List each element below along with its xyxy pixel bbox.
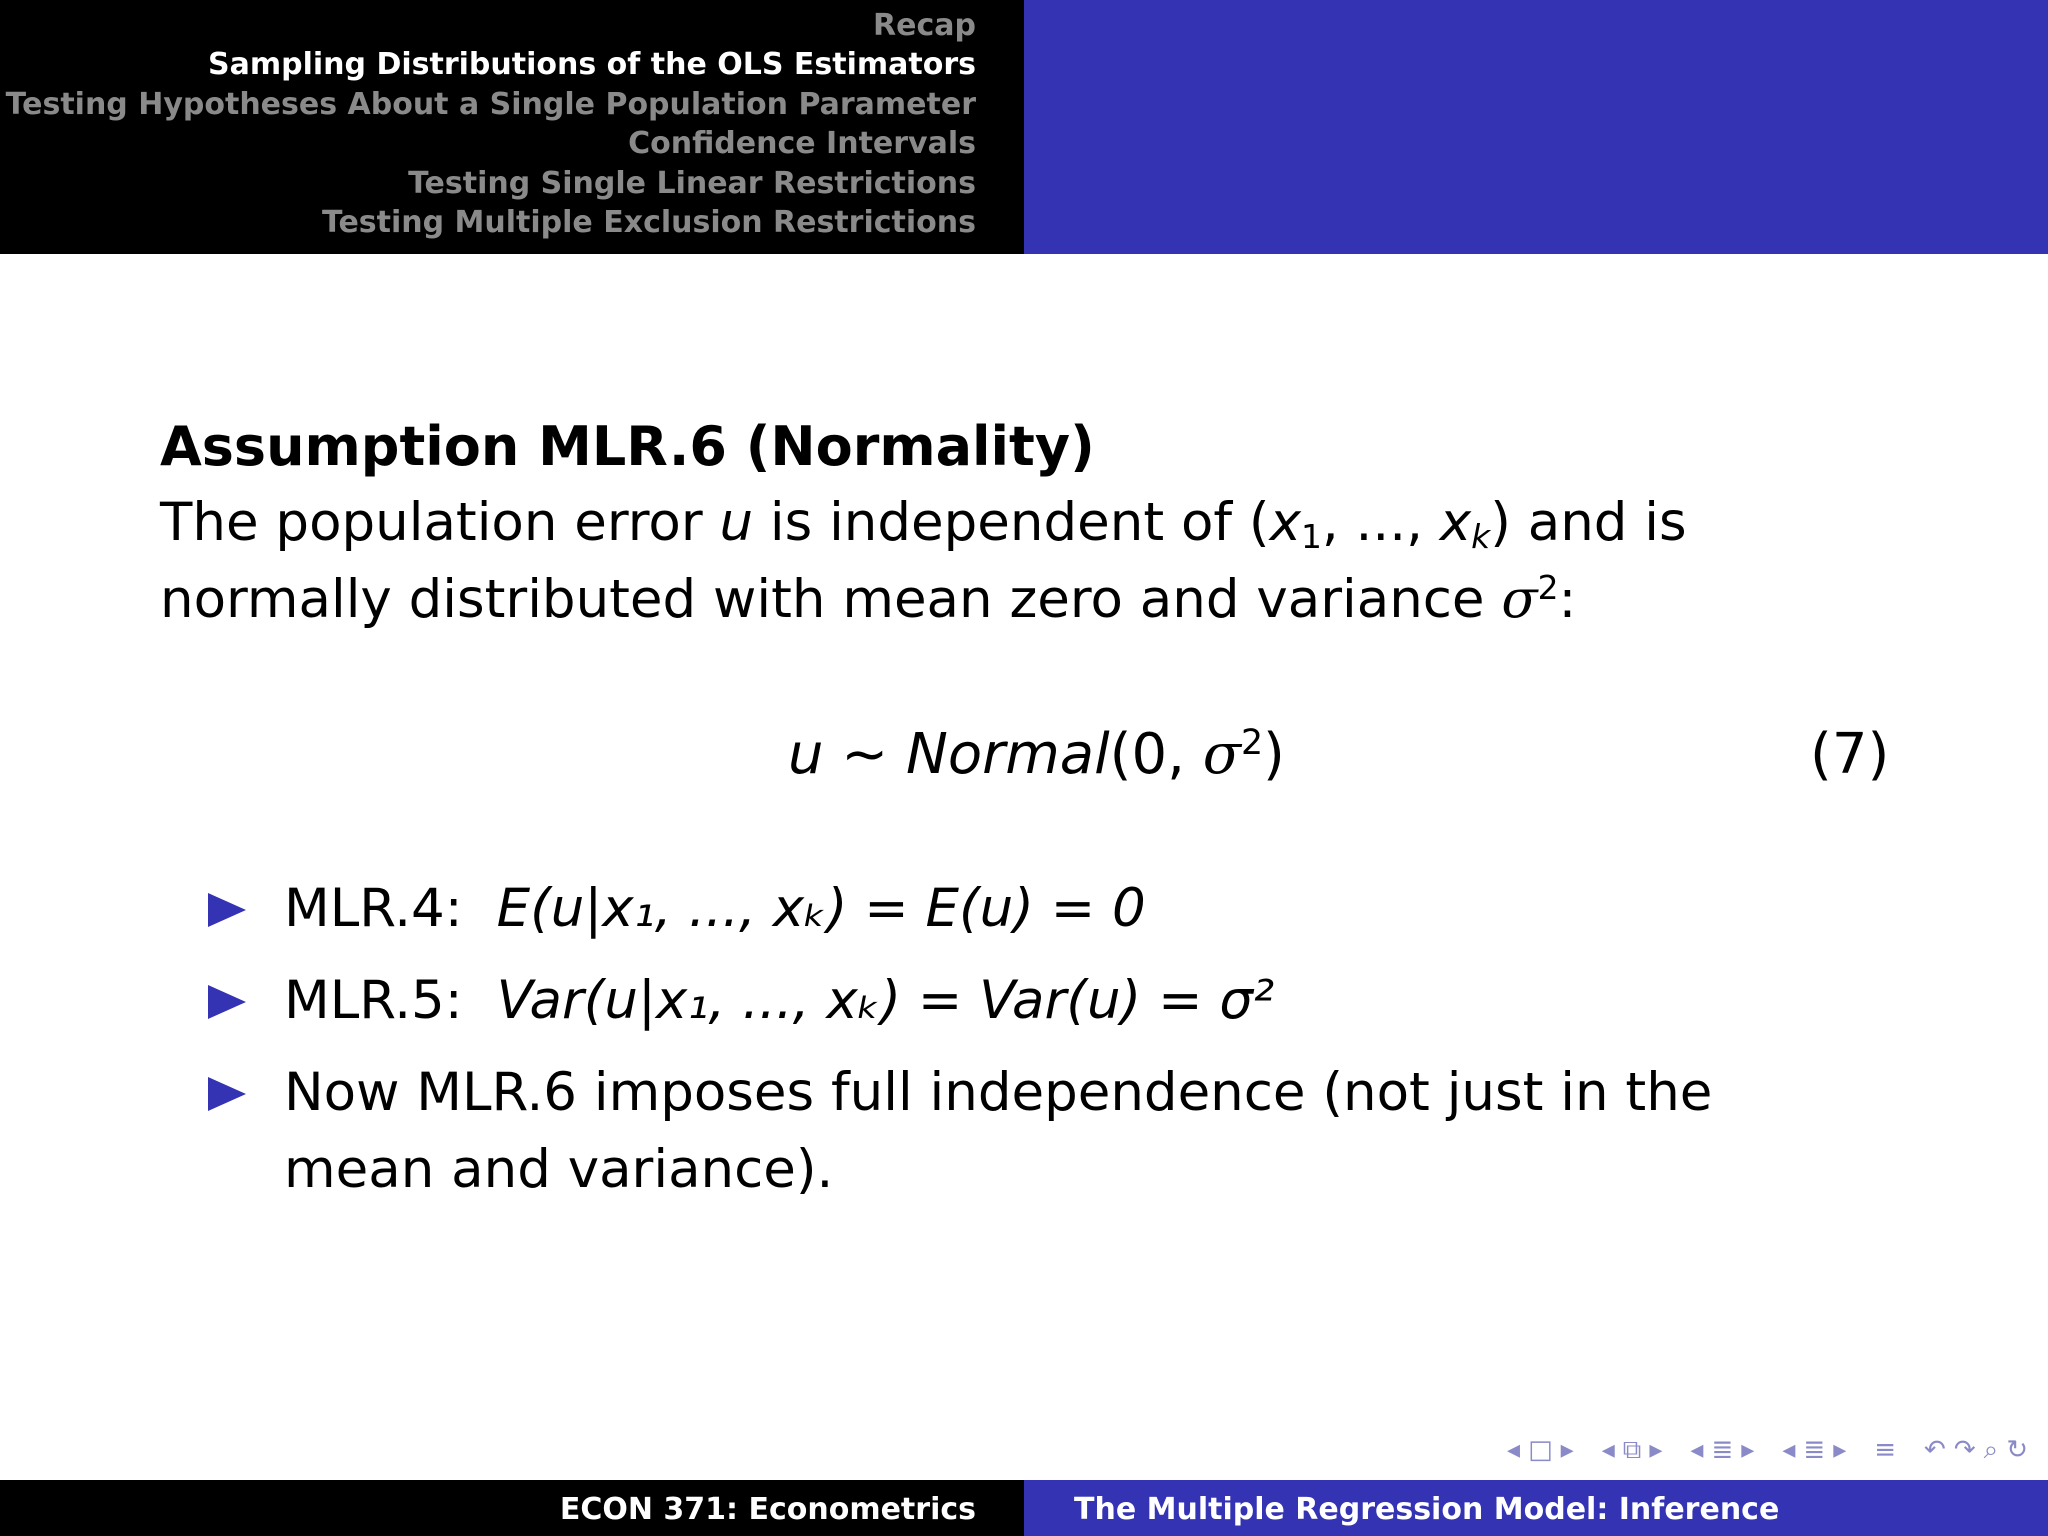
- nav-item-single-linear-restrictions[interactable]: Testing Single Linear Restrictions: [408, 165, 976, 201]
- block-body: [160, 484, 1900, 638]
- bullet-formula: Var(u|x₁, ..., xₖ) = Var(u) = σ²: [496, 970, 1275, 1031]
- section-nav: [1690, 1435, 1754, 1465]
- sub-1: 1: [1300, 517, 1322, 557]
- beamer-navigation-controls: [1507, 1432, 2028, 1468]
- nav-item-recap[interactable]: Recap: [873, 8, 976, 43]
- var-u: u: [719, 492, 754, 553]
- bullet-mlr5: [208, 962, 1868, 1039]
- bullet-mlr4: [208, 870, 1868, 947]
- equation-number: (7): [1810, 722, 1890, 787]
- dots: , ...,: [1321, 492, 1440, 553]
- bullet-formula: E(u|x₁, ..., xₖ) = E(u) = 0: [496, 878, 1146, 939]
- eq-lhs: u: [788, 722, 824, 787]
- bullet-label: MLR.4:: [284, 878, 463, 939]
- eq-sigma: σ: [1202, 722, 1241, 787]
- nav-item-testing-hypotheses[interactable]: Testing Hypotheses About a Single Population Parameter: [5, 86, 976, 122]
- subsection-icon[interactable]: ⧉: [1622, 1434, 1642, 1465]
- arrow-left-icon[interactable]: ◂: [1507, 1435, 1521, 1465]
- refresh-icon[interactable]: ↻: [2006, 1435, 2028, 1465]
- footer-left: [0, 1480, 1024, 1536]
- block-title: Assumption MLR.6 (Normality): [160, 415, 1095, 478]
- header-left-panel: [0, 0, 1024, 254]
- undo-icon[interactable]: ↶: [1924, 1435, 1946, 1465]
- subsection-nav: [1602, 1435, 1663, 1466]
- body-text-3: ) and is normally distributed with mean zero and variance: [160, 492, 1687, 630]
- sup-2: 2: [1537, 567, 1559, 607]
- arrow-left-icon[interactable]: ◂: [1601, 1435, 1615, 1465]
- header-right-panel: [1024, 0, 2048, 254]
- bullet-text: Now MLR.6 imposes full independence (not just in the mean and variance).: [284, 1062, 1713, 1200]
- outline-nav: [1874, 1435, 1896, 1465]
- nav-item-sampling-distributions[interactable]: Sampling Distributions of the OLS Estimators: [208, 47, 976, 83]
- eq-args-open: (0,: [1109, 722, 1203, 787]
- bullet-list: [208, 870, 1868, 1223]
- footer-right: [1024, 1480, 2048, 1536]
- equation-7: [0, 722, 2048, 802]
- eq-sim: ∼: [823, 722, 907, 787]
- slide-nav: [1782, 1435, 1846, 1465]
- body-text-2: is independent of (: [753, 492, 1270, 553]
- frame-icon[interactable]: □: [1528, 1435, 1553, 1465]
- bullet-label: MLR.5:: [284, 970, 463, 1031]
- equation-body: [788, 722, 1285, 787]
- var-x1: x: [1269, 492, 1301, 553]
- presentation-title: The Multiple Regression Model: Inference: [1074, 1492, 1780, 1527]
- sigma: σ: [1501, 569, 1538, 630]
- sub-k: k: [1471, 517, 1491, 557]
- nav-item-multiple-exclusion-restrictions[interactable]: Testing Multiple Exclusion Restrictions: [321, 205, 976, 241]
- section-icon[interactable]: ≣: [1711, 1435, 1734, 1465]
- redo-icon[interactable]: ↷: [1953, 1435, 1976, 1465]
- section-navigation: [6, 6, 976, 242]
- search-icon[interactable]: ⌕: [1983, 1434, 1999, 1465]
- body-text-1: The population error: [160, 492, 720, 553]
- arrow-left-icon[interactable]: ◂: [1690, 1435, 1704, 1465]
- assumption-block: [160, 410, 1900, 638]
- var-xk: x: [1439, 492, 1472, 553]
- arrow-right-icon[interactable]: ▸: [1833, 1435, 1847, 1465]
- arrow-right-icon[interactable]: ▸: [1560, 1435, 1574, 1465]
- nav-item-confidence-intervals[interactable]: Confidence Intervals: [628, 126, 976, 162]
- bullet-triangle-icon: [208, 985, 246, 1019]
- eq-sup: 2: [1240, 722, 1264, 763]
- outline-icon[interactable]: ≡: [1874, 1435, 1897, 1465]
- bullet-triangle-icon: [208, 893, 246, 927]
- arrow-left-icon[interactable]: ◂: [1782, 1435, 1796, 1465]
- arrow-right-icon[interactable]: ▸: [1741, 1435, 1755, 1465]
- document-icon[interactable]: ≣: [1803, 1435, 1826, 1465]
- search-nav: [1924, 1435, 2028, 1466]
- course-title: ECON 371: Econometrics: [559, 1492, 976, 1527]
- frame-nav: [1507, 1435, 1574, 1465]
- arrow-right-icon[interactable]: ▸: [1649, 1435, 1663, 1465]
- bullet-mlr6: [208, 1054, 1868, 1208]
- bullet-triangle-icon: [208, 1077, 246, 1111]
- body-end: :: [1558, 569, 1577, 630]
- eq-dist: Normal: [906, 722, 1110, 787]
- eq-args-close: ): [1263, 722, 1285, 787]
